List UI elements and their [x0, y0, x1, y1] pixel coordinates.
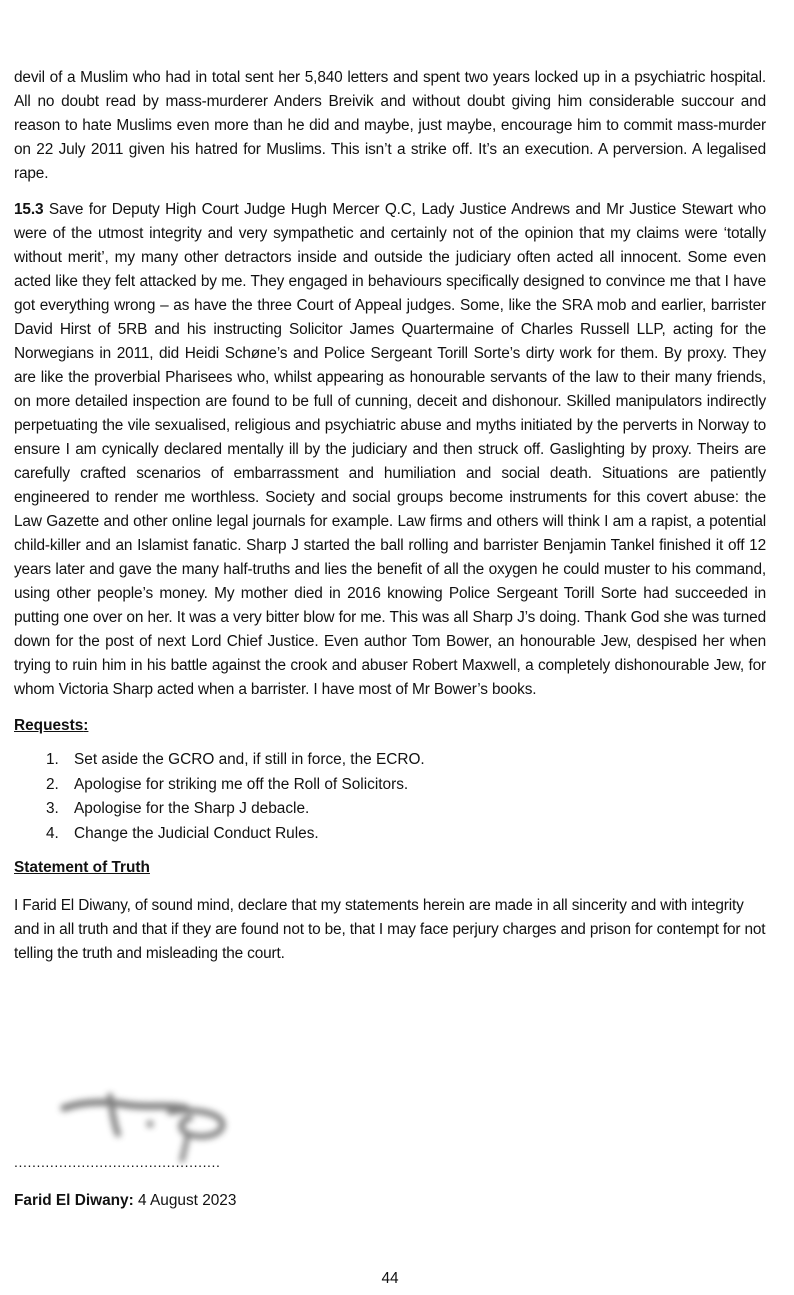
requests-heading-colon: :: [83, 717, 89, 734]
list-item: [14, 822, 766, 847]
requests-heading-label: Requests: [14, 717, 84, 734]
intro-paragraph: devil of a Muslim who had in total sent her 5,840 letters and spent two years locked up in a psychiatric hospital. All no doubt read by mass-murderer Anders Breivik and without doubt giving him considerable succour and reason to hate Muslims even more than he did and maybe, just maybe, encourage him to commit mass-murder on 22 July 2011 given his hatred for Muslims. This isn’t a strike off. It’s an execution. A perversion. A legalised rape.: [14, 69, 766, 182]
signature-line: ..............................................: [14, 1154, 221, 1170]
list-item: [14, 773, 766, 798]
statement-of-truth-text: I Farid El Diwany, of sound mind, declare that my statements herein are made in all sincerity and with integrity and in all truth and that if they are found not to be, that I may face perjury charges and prison for contempt for not telling the truth and misleading the court.: [14, 897, 766, 962]
signatory-name: Farid El Diwany:: [14, 1192, 134, 1209]
statement-of-truth-heading: Statement of Truth: [14, 859, 150, 876]
list-item-text: Apologise for striking me off the Roll of Solicitors.: [74, 775, 409, 793]
requests-heading: [14, 714, 766, 738]
list-item-text: Change the Judicial Conduct Rules.: [74, 824, 319, 842]
page-number: 44: [381, 1270, 399, 1287]
list-item-text: Apologise for the Sharp J debacle.: [74, 800, 310, 817]
list-item: [14, 748, 766, 773]
list-item-text: Set aside the GCRO and, if still in force, the ECRO.: [74, 751, 425, 768]
document-page: [14, 66, 766, 966]
paragraph-15-3: [14, 198, 766, 702]
requests-list: [14, 748, 766, 846]
list-item-number: 1.: [46, 751, 59, 768]
list-item: [14, 797, 766, 822]
sign-off: [14, 1190, 236, 1212]
paragraph-number: 15.3: [14, 201, 44, 218]
list-item-number: 2.: [46, 775, 59, 793]
list-item-number: 4.: [46, 824, 59, 842]
list-item-number: 3.: [46, 800, 59, 817]
paragraph-15-3-text: Save for Deputy High Court Judge Hugh Mercer Q.C, Lady Justice Andrews and Mr Justice Stewart who were of the utmost integrity and very sympathetic and certainly not of the opinion that my claims were ‘totally without merit’, my many other detractors inside and outside the judiciary often acted all innocent. Some even acted like they felt attacked by me. They engaged in behaviours specifically designed to convince me that I have got everything wrong – as have the three Court of Appeal judges. Some, like the SRA mob and earlier, barrister David Hirst of 5RB and his instructing Solicitor James Quartermaine of Charles Russell LLP, acting for the Norwegians in 2011, did Heidi Schøne’s and Police Sergeant Torill Sorte’s dirty work for them. By proxy. They are like the proverbial Pharisees who, whilst appearing as honourable servants of the law to their many friends, on more detailed inspection are found to be full of cunning, deceit and dishonour. Skilled manipulators indirectly perpetuating the vile sexualised, religious and psychiatric abuse and myths initiated by the perverts in Norway to ensure I am cynically declared mentally ill by the judiciary and then struck off. Gaslighting by proxy. Theirs are carefully crafted scenarios of embarrassment and humiliation and social death. Situations are patiently engineered to render me worthless. Society and social groups become instruments for this covert abuse: the Law Gazette and other online legal journals for example. Law firms and others will think I am a rapist, a potential child-killer and an Islamist fanatic. Sharp J started the ball rolling and barrister Benjamin Tankel finished it off 12 years later and gave the many half-truths and lies the benefit of all the oxygen he could muster to his command, using other people’s money. My mother died in 2016 knowing Police Sergeant Torill Sorte had succeeded in putting one over on her. It was a very bitter blow for me. This was all Sharp J’s doing. Thank God she was turned down for the post of next Lord Chief Justice. Even author Tom Bower, an honourable Jew, despised her when trying to ruin him in his battle against the crook and abuser Robert Maxwell, a completely dishonourable Jew, for whom Victoria Sharp acted when a barrister. I have most of Mr Bower’s books.: [14, 201, 766, 698]
signature-date: 4 August 2023: [133, 1192, 237, 1209]
